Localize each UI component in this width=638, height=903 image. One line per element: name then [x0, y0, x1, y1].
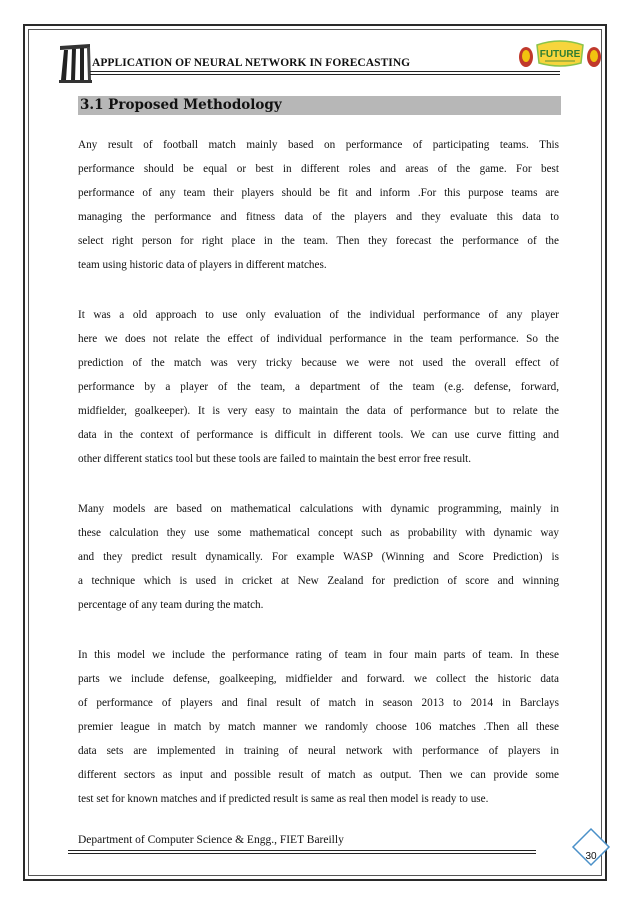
text-line: percentage of any team during the match. [78, 599, 264, 611]
footer-rule [68, 850, 536, 851]
text-line: select right person for right place in the team. Then they forecast the performance of the [78, 235, 559, 247]
text-line: premier league in match by match manner we randomly choose 106 matches .Then all these [78, 721, 559, 733]
header-rule [90, 71, 560, 72]
text-line: other different statics tool but these tools are failed to maintain the best error free result. [78, 453, 472, 465]
text-line: midfielder, goalkeeper). It is very easy to maintain the data of performance but to relate the [78, 405, 559, 417]
paragraph [78, 303, 559, 471]
text-line: and they predict result dynamically. For example WASP (Winning and Score Prediction) is [78, 551, 559, 563]
page-number: 30 [585, 851, 597, 862]
text-line: prediction of the match was very tricky because we were not used the overall effect of [78, 357, 559, 369]
text-line: data in the context of performance is difficult in different tools. We can use curve fitting and [78, 429, 559, 441]
text-line: performance by a player of the team, a department of the team (e.g. defense, forward, [78, 381, 559, 393]
institute-logo-icon [54, 40, 96, 84]
section-heading: 3.1 Proposed Methodology [78, 96, 561, 115]
text-line: of performance of players and final result of match in season 2013 to 2014 in Barclays [78, 697, 559, 709]
text-line: parts we include defense, goalkeeping, midfielder and forward. we collect the historic data [78, 673, 559, 685]
text-line: here we does not relate the effect of individual performance in the team performance. So the [78, 333, 559, 345]
footer-rule-thin [68, 853, 536, 854]
text-line: different sectors as input and possible result of match as output. Then we can provide some [78, 769, 559, 781]
paragraph [78, 643, 559, 811]
text-line: managing the performance and fitness data of the players and they evaluate this data to [78, 211, 559, 223]
body-text [78, 133, 559, 837]
text-line: It was a old approach to use only evaluation of the individual performance of any player [78, 309, 559, 321]
text-line: Any result of football match mainly based on performance of participating teams. This [78, 139, 559, 151]
text-line: performance should be equal or best in different roles and areas of the game. For best [78, 163, 559, 175]
text-line: test set for known matches and if predicted result is same as real then model is ready to use. [78, 793, 489, 805]
future-logo-icon [517, 37, 603, 73]
future-logo-text: FUTURE [539, 49, 581, 60]
footer-department: Department of Computer Science & Engg., FIET Bareilly [78, 834, 344, 846]
paragraph [78, 133, 559, 277]
text-line: Many models are based on mathematical calculations with dynamic programming, mainly in [78, 503, 559, 515]
header-title: APPLICATION OF NEURAL NETWORK IN FORECASTING [92, 57, 411, 69]
text-line: team using historic data of players in different matches. [78, 259, 327, 271]
paragraph [78, 497, 559, 617]
text-line: data sets are implemented in training of neural network with performance of players in [78, 745, 559, 757]
text-line: a technique which is used in cricket at New Zealand for prediction of score and winning [78, 575, 559, 587]
text-line: these calculation they use some mathematical concept such as probability with dynamic way [78, 527, 559, 539]
text-line: performance of any team their players should be fit and inform .For this purpose teams are [78, 187, 559, 199]
text-line: In this model we include the performance rating of team in four main parts of team. In these [78, 649, 559, 661]
header-rule-thin [90, 74, 560, 75]
